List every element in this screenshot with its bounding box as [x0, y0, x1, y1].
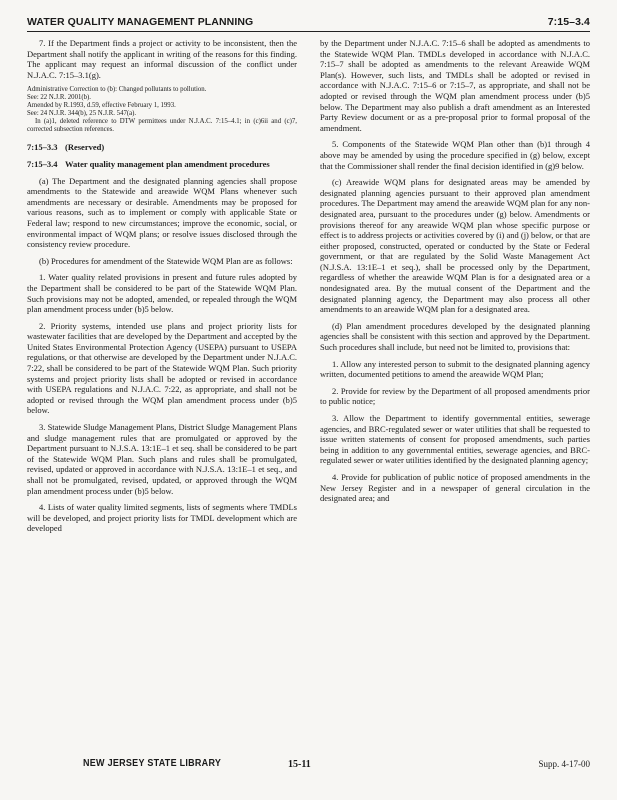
two-column-body	[27, 38, 590, 746]
header-section-number: 7:15–3.4	[547, 16, 590, 28]
paragraph-b3: 3. Statewide Sludge Management Plans, District Sludge Management Plans and sludge management rules that are promulgated or approved by the Department pursuant to N.J.S.A. 13:1E–1 et seq. shall be considered to be part of the Statewide WQM Plan. Such plans and rules shall be promulgated, revised, updated or approved in accordance with N.J.S.A. 13:1E–1 et seq., and shall not be promulgated, revised, updated, or approved through the WQM plan amendment process under (b)5 below.	[27, 422, 297, 496]
library-stamp: NEW JERSEY STATE LIBRARY	[83, 758, 222, 769]
header-title: WATER QUALITY MANAGEMENT PLANNING	[27, 16, 254, 28]
paragraph-c: (c) Areawide WQM plans for designated areas may be amended by designated planning agencies pursuant to their approved plan amendment procedures. The Department may amend the areawide WQM plan for any non-designated area, pursuant to the procedures under (g) below. Amendments or provisions thereof for any areawide WQM plan whose specific purpose or effect is to address projects or activities covered by (i) and (j) below, or that are either proposed, constructed, operated or conducted by the State or Federal government, or that are regulated by the Solid Waste Management Act (N.J.S.A. 13:1E–1 et seq.), shall be processed only by the Department, regardless of whether the areawide WQM Plan is for a designated area or a nondesignated area. By the mutual consent of the Department and the designated planning agency, the Department may also process all other amendments to an areawide WQM plan for a designated area.	[320, 177, 590, 315]
paragraph-a: (a) The Department and the designated planning agencies shall propose amendments to the Statewide and areawide WQM Plans whenever such amendments are necessary or desirable. Amendments may be proposed for various reasons, such as to implement or comply with applicable State or Federal law; respond to new circumstances; improve the economic, social, or environmental impact of WQM plans; or resolve issues disclosed through the consistency review procedure.	[27, 175, 297, 250]
supplement-date: Supp. 4-17-00	[538, 759, 590, 769]
paragraph-d: (d) Plan amendment procedures developed by the designated planning agencies shall be consistent with this section and approved by the Department. Such procedures shall include, but need not be limited to, provisions that:	[320, 320, 590, 353]
history-notes	[27, 86, 297, 134]
history-note: See: 24 N.J.R. 344(b), 25 N.J.R. 547(a).	[27, 110, 137, 118]
paragraph-d1: 1. Allow any interested person to submit to the designated planning agency written, documented petitions to amend the areawide WQM Plan;	[320, 358, 590, 380]
left-column	[27, 38, 297, 746]
section-number: 7:15–3.3	[27, 142, 58, 153]
paragraph-b2: 2. Priority systems, intended use plans and project priority lists for wastewater facilities that are developed by the Department and accepted by the United States Environmental Protection Agency (USEPA) pursuant to USEPA regulations, or that otherwise are developed by the Department under N.J.A.C. 7:22, shall be considered to be part of the Statewide WQM Plan. Such priority systems and project priority lists shall be adopted or revised in accordance with USEPA regulations and N.J.A.C. 7:22, as appropriate, and shall not be adopted or revised through the WQM plan amendment process under (b)5 below.	[27, 320, 297, 416]
history-note: Administrative Correction to (b): Changed pollutants to pollution.	[27, 86, 207, 94]
history-note: See: 22 N.J.R. 2001(b).	[27, 94, 91, 102]
history-note: In (a)1, deleted reference to DTW permittees under N.J.A.C. 7:15–4.1; in (c)6ii and (c)7, corrected subsection references.	[27, 118, 297, 134]
page-footer	[27, 758, 590, 774]
document-page	[27, 14, 590, 786]
paragraph-b7: 7. If the Department finds a project or activity to be inconsistent, then the Department shall notify the applicant in writing of the reasons for this finding. The applicant may request an informal discussion of the conflict under N.J.A.C. 7:15–3.1(g).	[27, 38, 297, 80]
paragraph-d3: 3. Allow the Department to identify governmental entities, sewerage agencies, and BRC-regulated sewer or water utilities that shall be requested to issue written statements of consent for proposed amendments, such parties being in addition to any governmental entities, sewerage agencies, and BRC-regulated sewer or water utilities identified by the designated planning agency;	[320, 413, 590, 466]
right-column	[320, 38, 590, 746]
section-heading-3-3	[27, 142, 297, 153]
history-note: Amended by R.1993, d.59, effective February 1, 1993.	[27, 102, 176, 110]
paragraph-b4: 4. Lists of water quality limited segments, lists of segments where TMDLs will be developed, and project priority lists for TMDL development which are developed	[27, 502, 297, 534]
paragraph-b: (b) Procedures for amendment of the Statewide WQM Plan are as follows:	[39, 255, 293, 266]
paragraph-d2: 2. Provide for review by the Department of all proposed amendments prior to public notice;	[320, 385, 590, 407]
page-number: 15-11	[288, 759, 311, 770]
section-heading-3-4	[27, 159, 297, 170]
section-title: Water quality management plan amendment procedures	[65, 158, 270, 169]
paragraph-b5: 5. Components of the Statewide WQM Plan other than (b)1 through 4 above may be amended by using the procedure specified in (g) below, except that the Commissioner shall render the final decision identified in (g)9 below.	[320, 139, 590, 171]
paragraph-b1: 1. Water quality related provisions in present and future rules adopted by the Department shall be considered to be part of the Statewide WQM Plan. Such provisions may not be adopted, amended, or repealed through the WQM plan amendment process under (b)5 below.	[27, 272, 297, 315]
section-number: 7:15–3.4	[27, 158, 58, 169]
running-header	[27, 14, 590, 32]
section-title: (Reserved)	[65, 142, 105, 153]
paragraph-d4: 4. Provide for publication of public notice of proposed amendments in the New Jersey Register and in a newspaper of general circulation in the designated area; and	[320, 471, 590, 504]
paragraph-b4-continued: by the Department under N.J.A.C. 7:15–6 shall be adopted as amendments to the Statewide WQM Plan. TMDLs developed in accordance with N.J.A.C. 7:15–7 shall be adopted as amendments to the relevant Areawide WQM Plan(s). However, such lists, and TMDLs shall be adopted or revised in accordance with N.J.A.C. 7:15–6 or 7:15–7, as appropriate, and shall not be adopted or revised through the WQM plan amendment process under (b)5 below. The Department may also publish a draft amendment as an Interested Party Review document or as a pre-proposal prior to formal proposal of the amendment.	[320, 38, 590, 133]
